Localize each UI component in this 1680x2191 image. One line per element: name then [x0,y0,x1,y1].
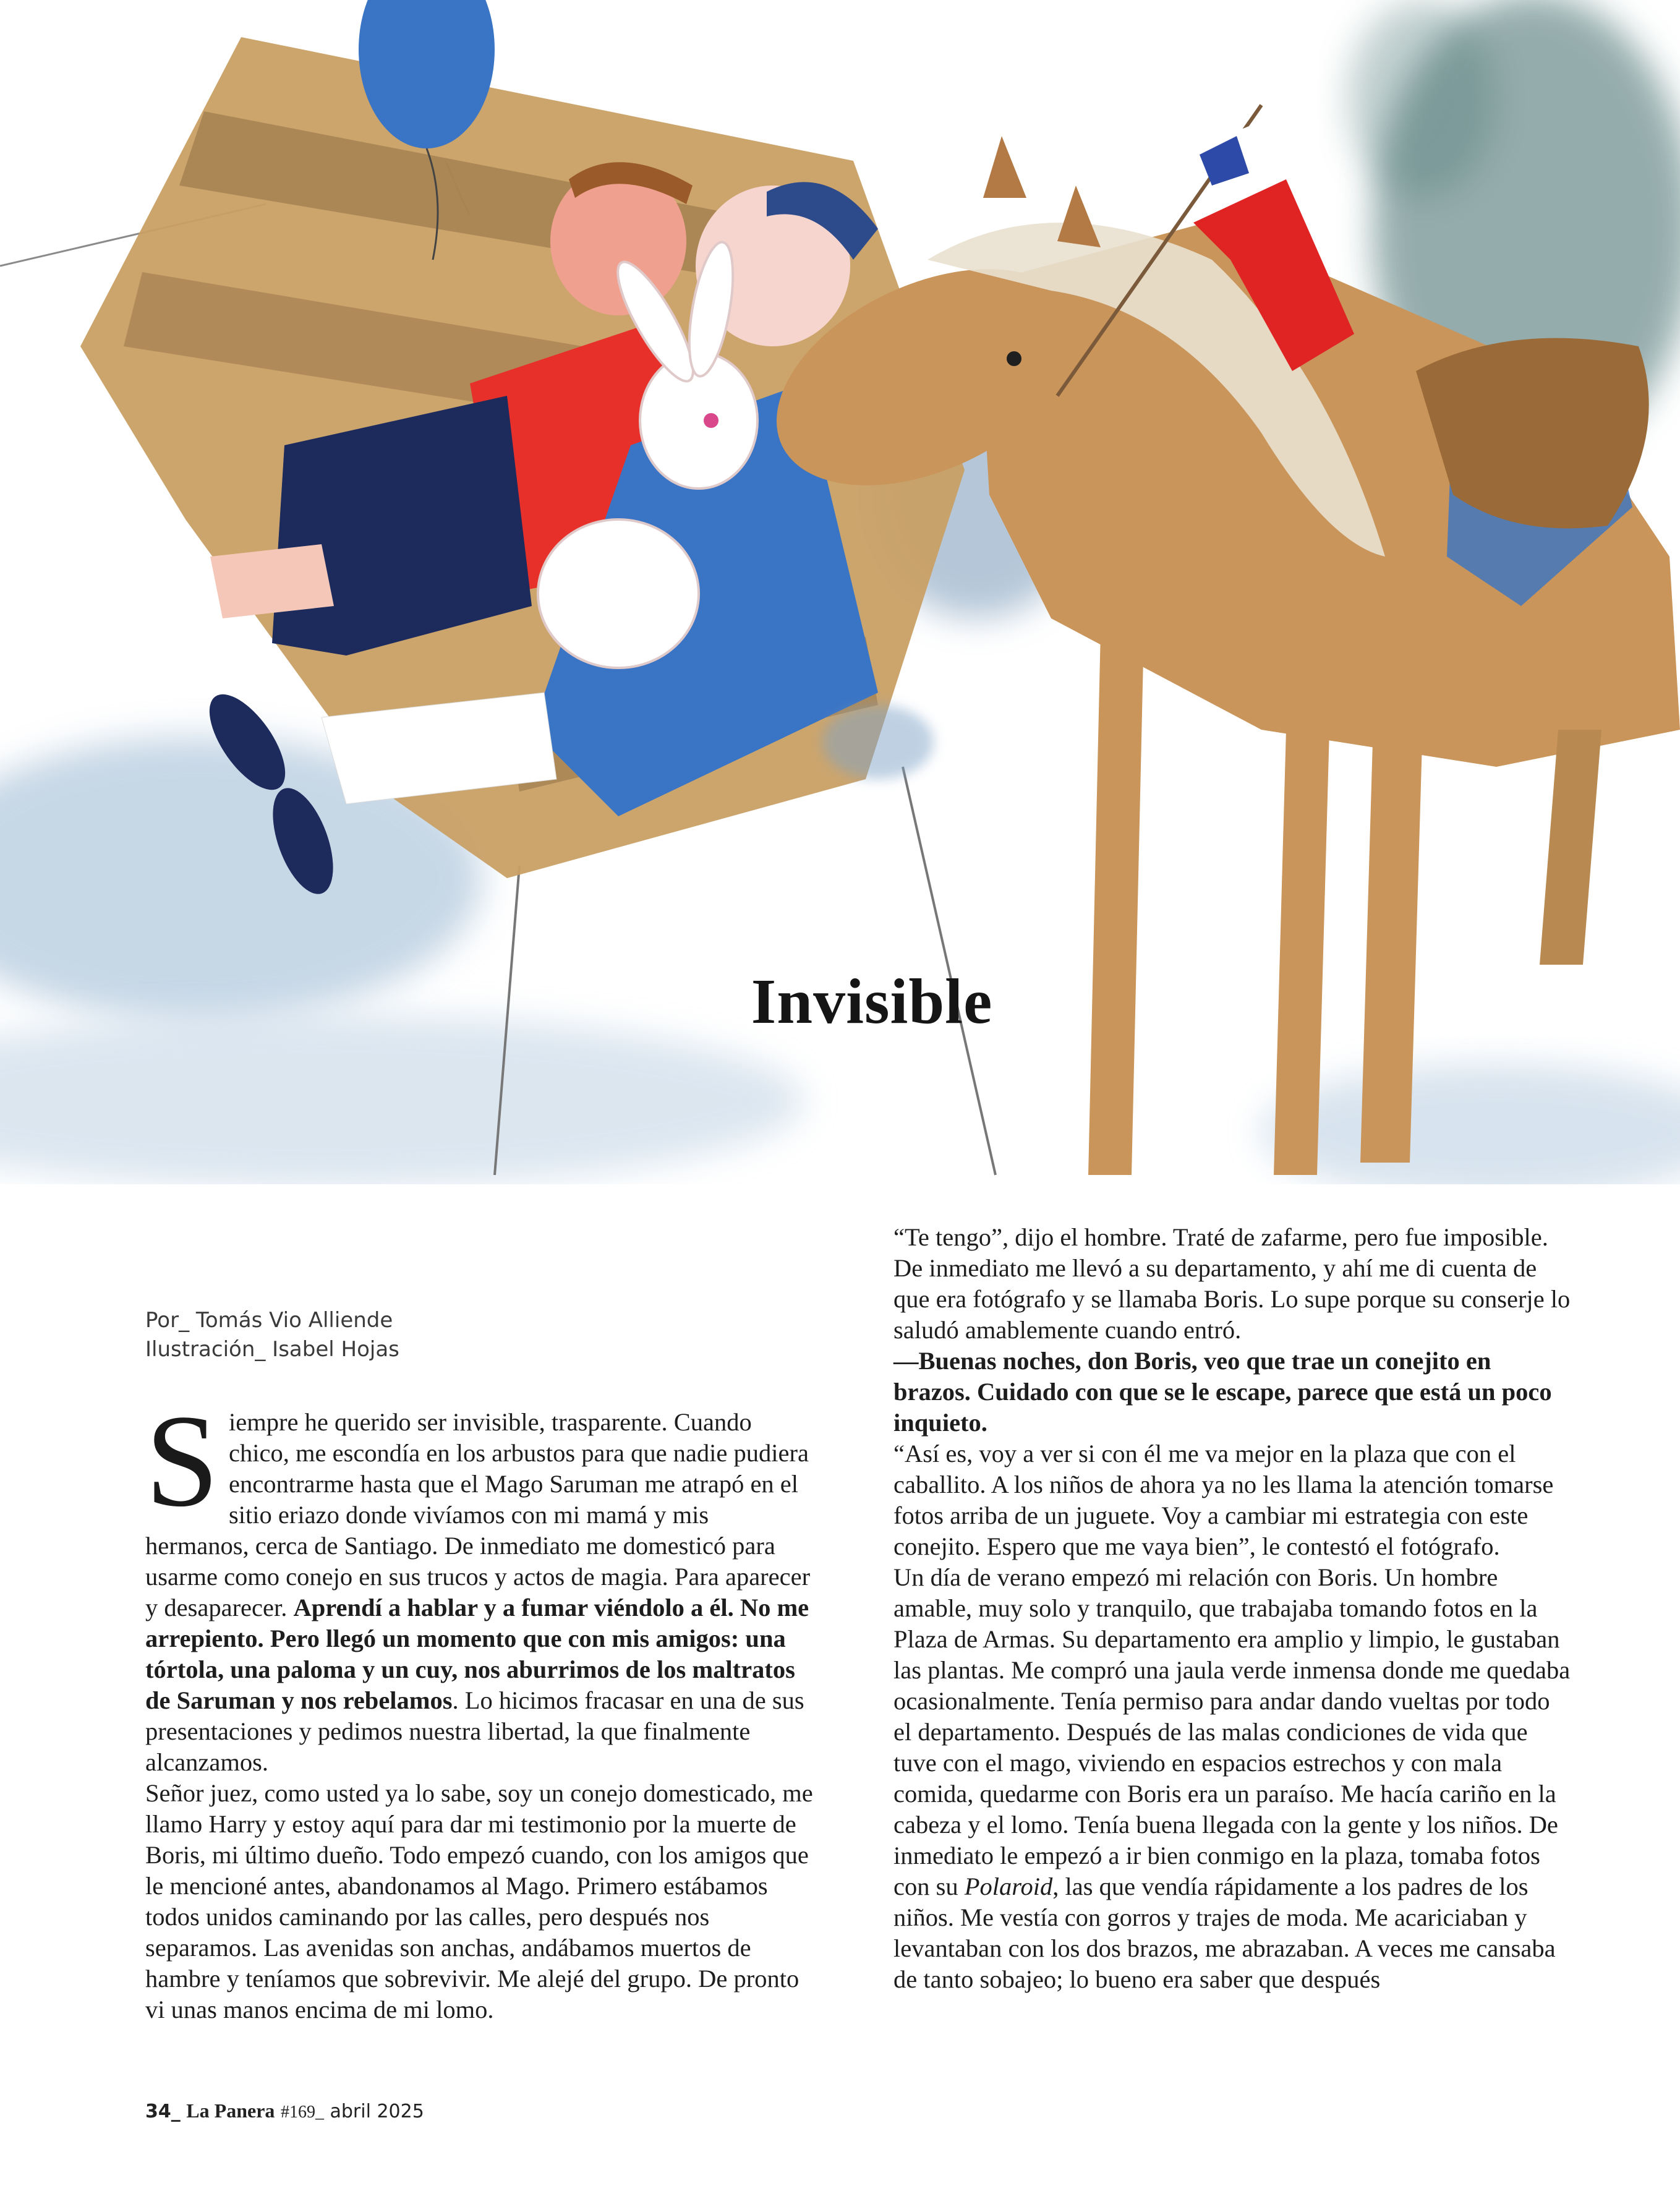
dialogue-bold [893,1346,1571,1438]
page-footer [145,2099,424,2122]
italic-text: Polaroid [964,1873,1053,1900]
paragraph [893,1562,1571,1995]
author-line: Por_ Tomás Vio Alliende [145,1308,393,1333]
body-column-right [893,1222,1571,1995]
paragraph-text: . Lo hicimos fracasar en una de sus presentaciones y pedimos nuestra libertad, la que finalmente alcanzamos. [145,1686,804,1776]
illustrator-line: Ilustración_ Isabel Hojas [145,1337,399,1362]
paragraph: “Te tengo”, dijo el hombre. Traté de zafarme, pero fue imposible. De inmediato me llevó a su departamento, y ahí me di cuenta de que era fotógrafo y se llamaba Boris. Lo supe porque su conserje lo saludó amablemente cuando entró. [893,1223,1571,1344]
issue-number: #169_ [280,2103,324,2122]
bold-text: —Buenas noches, don Boris, veo que trae un conejito en brazos. Cuidado con que se le escape, parece que está un poco inquieto. [893,1347,1552,1437]
bold-text: Aprendí a hablar y a fumar viéndolo a él. No me arrepiento. Pero llegó un momento que con mis amigos: una tórtola, una paloma y un cuy, nos aburrimos de los maltratos de Saruman y nos rebelamos [145,1594,809,1714]
paragraph-text: iempre he querido ser invisible, trasparente. Cuando chico, me escondía en los arbustos para que nadie pudiera encontrarme hasta que el Mago Saruman me atrapó en el sitio eriazo donde vivíamos con mi mamá y mis hermanos, cerca de Santiago. De inmediato me domesticó para usarme como conejo en sus trucos y actos de magia. Para aparecer y desaparecer. [145,1408,811,1621]
page-number: 34_ [145,2101,181,2122]
credits [145,1306,640,1364]
issue-date: abril 2025 [330,2101,424,2122]
drop-cap: S [145,1388,220,1534]
article-title: Invisible [751,966,993,1037]
paragraph: Señor juez, como usted ya lo sabe, soy un conejo domesticado, me llamo Harry y estoy aquí para dar mi testimonio por la muerte de Boris, mi último dueño. Todo empezó cuando, con los amigos que le mencioné antes, abandonamos al Mago. Primero estábamos todos unidos caminando por las calles, pero después nos separamos. Las avenidas son anchas, andábamos muertos de hambre y teníamos que sobrevivir. Me alejé del grupo. De pronto vi unas manos encima de mi lomo. [145,1779,813,2023]
paragraph-text: , las que vendía rápidamente a los padres de los niños. Me vestía con gorros y trajes de moda. Me acariciaban y levantaban con los dos brazos, me abrazaban. A veces me cansaba de tanto sobajeo; lo bueno era saber que después [893,1873,1556,1993]
paragraph-text: Un día de verano empezó mi relación con Boris. Un hombre amable, muy solo y tranquilo, que trabajaba tomando fotos en la Plaza de Armas. Su departamento era amplio y limpio, le gustaban las plantas. Me compró una jaula verde inmensa donde me quedaba ocasionalmente. Tenía permiso para andar dando vueltas por todo el departamento. Después de las malas condiciones de vida que tuve con el mago, viviendo en espacios estrechos y con mala comida, quedarme con Boris era un paraíso. Me hacía cariño en la cabeza y el lomo. Tenía buena llegada con la gente y los niños. De inmediato le empezó a ir bien conmigo en la plaza, tomaba fotos con su [893,1563,1571,1900]
paragraph: “Así es, voy a ver si con él me va mejor en la plaza que con el caballito. A los niños de ahora ya no les llama la atención tomarse fotos arriba de un juguete. Voy a cambiar mi estrategia con este conejito. Espero que me vaya bien”, le contestó el fotógrafo. [893,1440,1554,1560]
body-column-left [145,1388,816,2025]
magazine-name: La Panera [186,2099,275,2122]
paragraph [145,1388,816,1778]
